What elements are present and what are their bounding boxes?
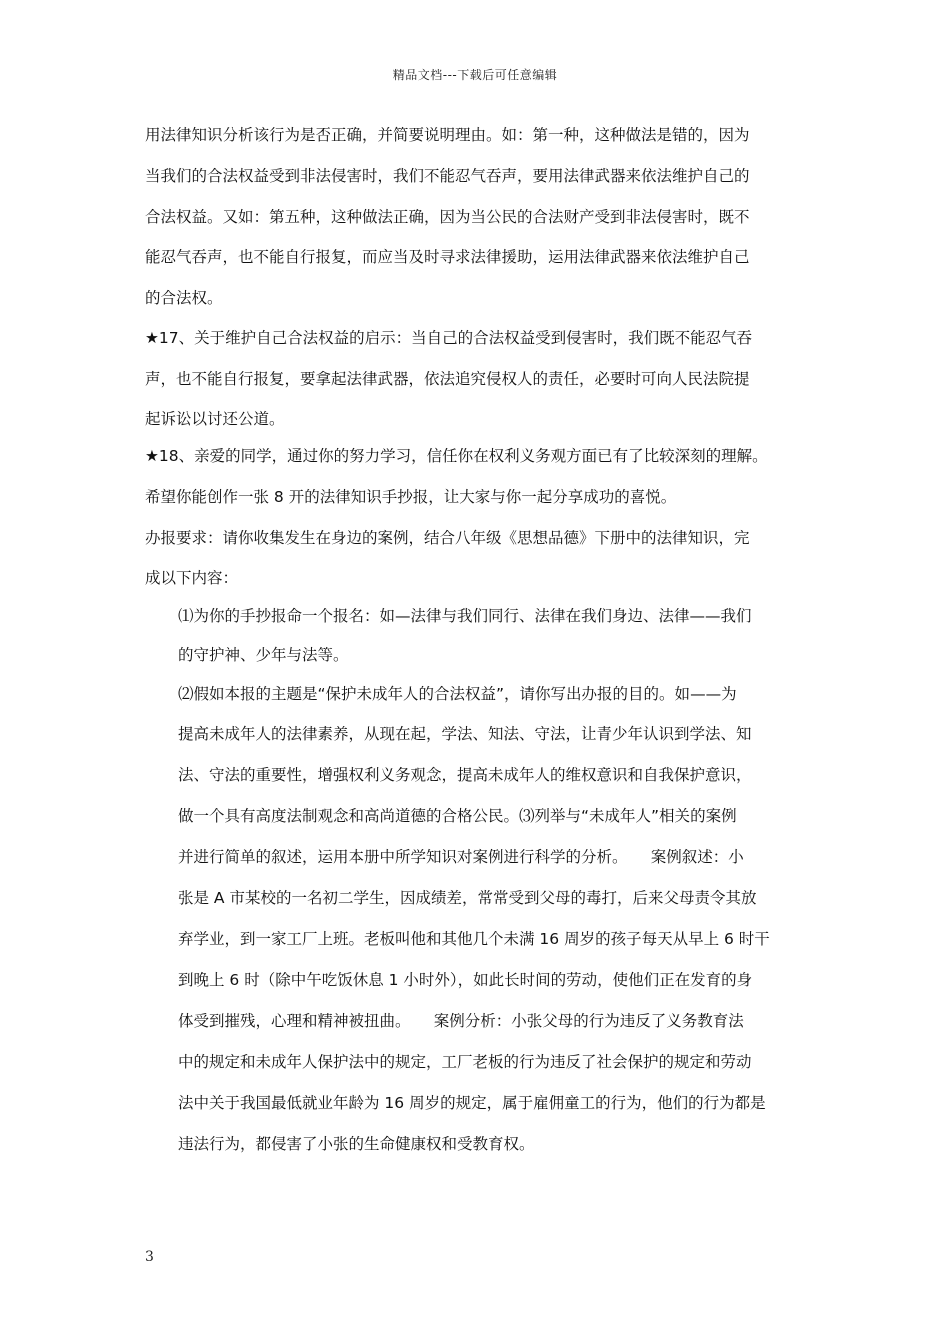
text-line: 用法律知识分析该行为是否正确，并简要说明理由。如：第一种，这种做法是错的，因为 [145,126,750,144]
text-line: 张是 A 市某校的一名初二学生，因成绩差，常常受到父母的毒打，后来父母责令其放 [178,889,757,907]
text-line: ⑵假如本报的主题是“保护未成年人的合法权益”，请你写出办报的目的。如——为 [178,685,737,703]
text-line: ★17、关于维护自己合法权益的启示：当自己的合法权益受到侵害时，我们既不能忍气吞 [145,329,753,347]
text-line: 希望你能创作一张 8 开的法律知识手抄报，让大家与你一起分享成功的喜悦。 [145,488,677,506]
text-line: 办报要求：请你收集发生在身边的案例，结合八年级《思想品德》下册中的法律知识，完 [145,529,750,547]
text-line: 弃学业，到一家工厂上班。老板叫他和其他几个未满 16 周岁的孩子每天从早上 6 时干 [178,930,770,948]
text-line: 中的规定和未成年人保护法中的规定，工厂老板的行为违反了社会保护的规定和劳动 [178,1053,752,1071]
text-line: 违法行为，都侵害了小张的生命健康权和受教育权。 [178,1135,535,1153]
text-line: ⑴为你的手抄报命一个报名：如—法律与我们同行、法律在我们身边、法律——我们 [178,607,752,625]
text-line: 做一个具有高度法制观念和高尚道德的合格公民。⑶列举与“未成年人”相关的案例 [178,807,737,825]
text-line: 法中关于我国最低就业年龄为 16 周岁的规定，属于雇佣童工的行为，他们的行为都是 [178,1094,766,1112]
page-number: 3 [145,1249,154,1265]
page-header: 精品文档---下载后可任意编辑 [392,68,558,82]
text-line: 并进行简单的叙述，运用本册中所学知识对案例进行科学的分析。 案例叙述：小 [178,848,744,866]
text-line: 成以下内容： [145,569,239,587]
text-line: 能忍气吞声，也不能自行报复，而应当及时寻求法律援助，运用法律武器来依法维护自己 [145,248,750,266]
text-line: 当我们的合法权益受到非法侵害时，我们不能忍气吞声，要用法律武器来依法维护自己的 [145,167,750,185]
text-line: ★18、亲爱的同学，通过你的努力学习，信任你在权利义务观方面已有了比较深刻的理解。 [145,447,768,465]
text-line: 起诉讼以讨还公道。 [145,410,285,428]
text-line: 的合法权。 [145,289,223,307]
text-line: 的守护神、少年与法等。 [178,646,349,664]
text-line: 体受到摧残，心理和精神被扭曲。 案例分析：小张父母的行为违反了义务教育法 [178,1012,744,1030]
text-line: 到晚上 6 时（除中午吃饭休息 1 小时外），如此长时间的劳动，使他们正在发育的身 [178,971,753,989]
text-line: 提高未成年人的法律素养，从现在起，学法、知法、守法，让青少年认识到学法、知 [178,725,752,743]
text-line: 法、守法的重要性，增强权利义务观念，提高未成年人的维权意识和自我保护意识， [178,766,752,784]
text-line: 合法权益。又如：第五种，这种做法正确，因为当公民的合法财产受到非法侵害时，既不 [145,208,750,226]
text-line: 声，也不能自行报复，要拿起法律武器，依法追究侵权人的责任，必要时可向人民法院提 [145,370,750,388]
